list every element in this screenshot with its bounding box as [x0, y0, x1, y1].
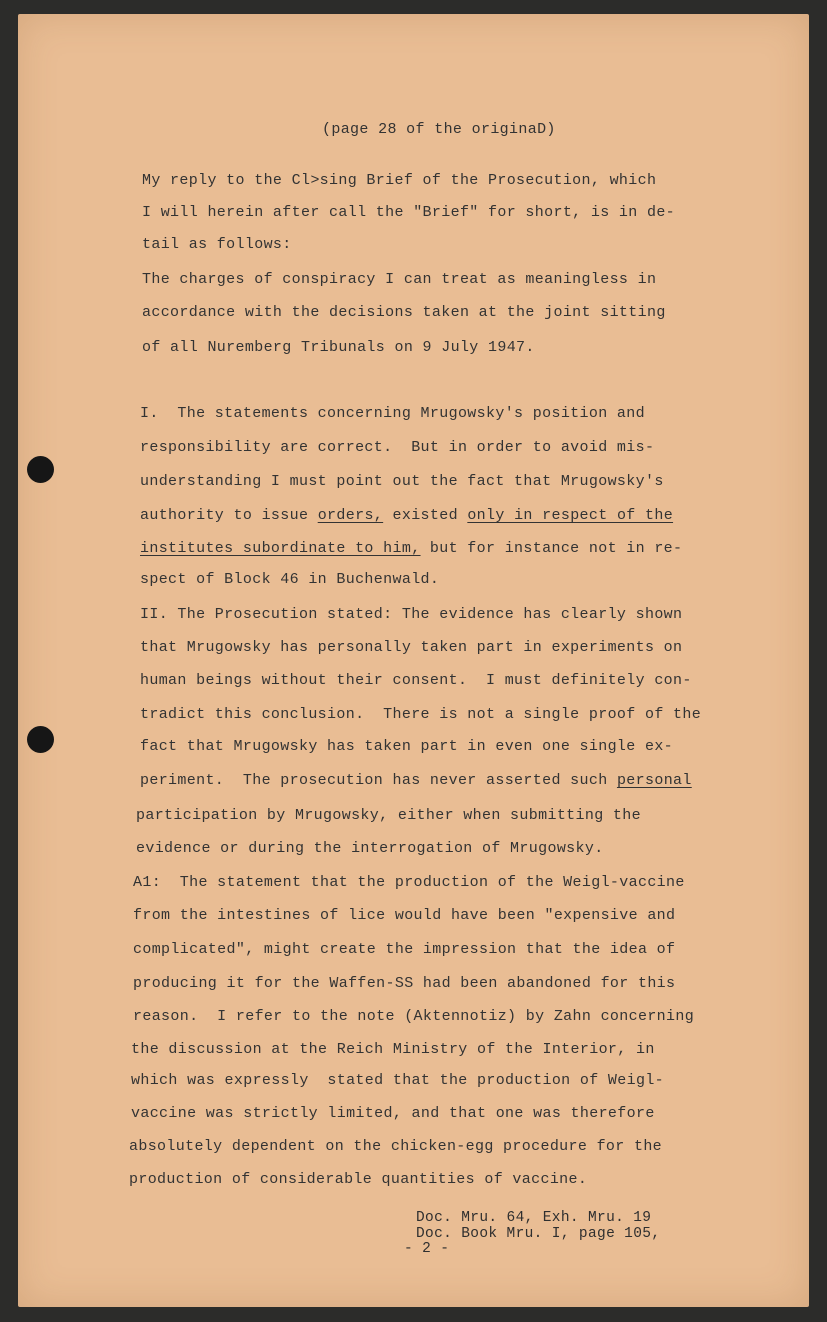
section1-line-1: I. The statements concerning Mrugowsky's position and: [140, 405, 645, 422]
sectionA1-line-3: complicated", might create the impression that the idea of: [133, 941, 676, 958]
punch-hole-upper: [27, 456, 54, 483]
page-number: - 2 -: [404, 1241, 450, 1257]
section1-line-4-a: authority to issue: [140, 507, 318, 524]
intro-line-6: of all Nuremberg Tribunals on 9 July 1947.: [142, 339, 535, 356]
sectionA1-line-6: the discussion at the Reich Ministry of the Interior, in: [131, 1041, 655, 1058]
page-header: (page 28 of the originaD): [322, 121, 556, 138]
underlined-only-in-respect: only in respect of the: [467, 507, 674, 524]
intro-line-2: I will herein after call the "Brief" for short, is in de-: [142, 204, 676, 221]
section2-line-1: II. The Prosecution stated: The evidence has clearly shown: [140, 606, 683, 623]
section2-line-8: evidence or during the interrogation of Mrugowsky.: [136, 840, 604, 857]
section2-line-5: fact that Mrugowsky has taken part in even one single ex-: [140, 738, 674, 755]
section1-line-5-b: but for instance not in re-: [420, 540, 683, 557]
sectionA1-line-5: reason. I refer to the note (Aktennotiz) by Zahn concerning: [133, 1008, 695, 1025]
section2-line-3: human beings without their consent. I must definitely con-: [140, 672, 692, 689]
section2-line-2: that Mrugowsky has personally taken part in experiments on: [140, 639, 683, 656]
section1-line-4: [140, 506, 673, 526]
punch-hole-lower: [27, 726, 54, 753]
section1-line-2: responsibility are correct. But in order to avoid mis-: [140, 439, 655, 456]
sectionA1-line-10: production of considerable quantities of vaccine.: [129, 1171, 588, 1188]
section1-line-4-c: existed: [383, 507, 468, 524]
underlined-orders: orders,: [317, 507, 384, 524]
sectionA1-line-7: which was expressly stated that the production of Weigl-: [131, 1072, 665, 1089]
sectionA1-line-9: absolutely dependent on the chicken-egg procedure for the: [129, 1138, 663, 1155]
section1-line-6: spect of Block 46 in Buchenwald.: [140, 571, 440, 588]
underlined-personal: personal: [616, 772, 692, 789]
section1-line-5: [140, 539, 682, 559]
section1-line-3: understanding I must point out the fact that Mrugowsky's: [140, 473, 664, 490]
intro-line-5: accordance with the decisions taken at the joint sitting: [142, 304, 666, 321]
underlined-institutes-subordinate: institutes subordinate to him,: [140, 540, 421, 557]
section2-line-6: [140, 771, 692, 791]
section2-line-4: tradict this conclusion. There is not a single proof of the: [140, 706, 702, 723]
sectionA1-line-1: A1: The statement that the production of the Weigl-vaccine: [133, 874, 685, 891]
intro-line-1: My reply to the Cl˃sing Brief of the Prosecution, which: [142, 172, 657, 189]
intro-line-4: The charges of conspiracy I can treat as meaningless in: [142, 271, 657, 288]
section2-line-7: participation by Mrugowsky, either when submitting the: [136, 807, 641, 824]
sectionA1-line-2: from the intestines of lice would have been "expensive and: [133, 907, 676, 924]
document-reference-line-1: Doc. Mru. 64, Exh. Mru. 19: [416, 1210, 652, 1226]
sectionA1-line-4: producing it for the Waffen-SS had been abandoned for this: [133, 975, 676, 992]
sectionA1-line-8: vaccine was strictly limited, and that one was therefore: [131, 1105, 655, 1122]
section2-line-6-a: periment. The prosecution has never asserted such: [140, 772, 617, 789]
intro-line-3: tail as follows:: [142, 236, 292, 253]
document-reference-line-2: Doc. Book Mru. I, page 105,: [416, 1226, 661, 1242]
